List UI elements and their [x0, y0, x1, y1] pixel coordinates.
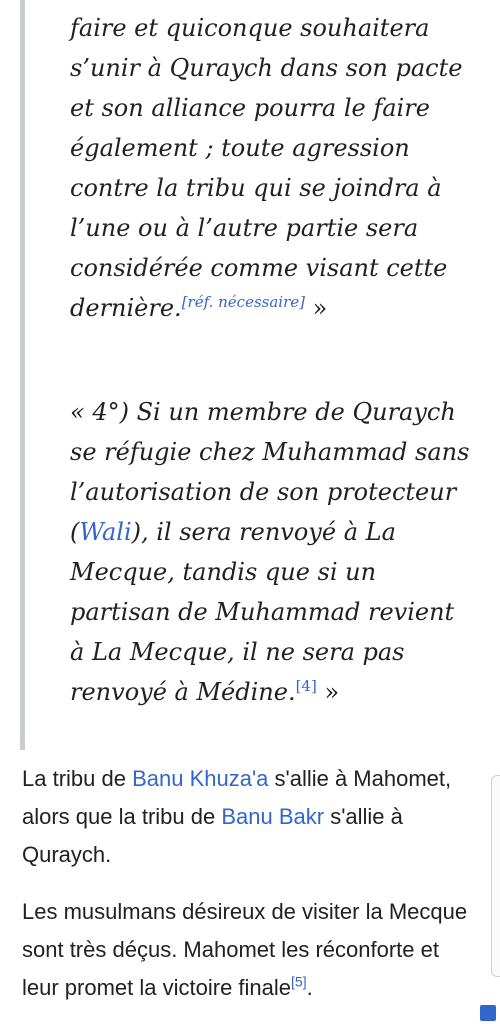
para-line: sont très déçus. Mahomet les réconforte et: [22, 937, 439, 962]
banu-khuzaa-link[interactable]: Banu Khuza'a: [132, 766, 269, 791]
quote-line: « 4°) Si un membre de Quraych: [70, 398, 456, 426]
quote-line-text: renvoyé à Médine.: [70, 678, 296, 706]
blockquote-treaty-clause: [70, 8, 470, 328]
paren: (: [70, 518, 80, 546]
para-text: .: [306, 975, 313, 1000]
paragraph-muslims: [22, 893, 492, 1007]
quote-line: se réfugie chez Muhammad sans: [70, 438, 470, 466]
reference-5-link[interactable]: [5]: [291, 973, 307, 990]
para-line: [22, 760, 492, 798]
quote-line: l’autorisation de son protecteur: [70, 478, 457, 506]
blockquote-clause-4: [70, 392, 470, 712]
para-text: La tribu de: [22, 766, 133, 791]
reference-4-link[interactable]: [4]: [295, 677, 317, 695]
quote-line: [70, 512, 470, 552]
quote-line: faire et quiconque souhaitera: [70, 14, 430, 42]
quote-line-text: dernière.: [70, 294, 182, 322]
para-line: Quraych.: [22, 842, 112, 867]
quote-line: [70, 248, 470, 288]
quote-line: partisan de Muhammad revient: [70, 598, 455, 626]
quote-line-text: ), il sera renvoyé à La: [131, 518, 396, 546]
para-line: [22, 969, 492, 1007]
edit-icon[interactable]: [480, 1005, 496, 1021]
banu-bakr-link[interactable]: Banu Bakr: [221, 804, 325, 829]
closing-quote: »: [324, 678, 340, 706]
quote-line: contre la tribu qui se joindra à: [70, 174, 442, 202]
para-text: s'allie à Mahomet,: [268, 766, 452, 791]
quote-line-last: [70, 288, 470, 328]
scrollbar-handle[interactable]: [491, 775, 500, 977]
para-text: leur promet la victoire finale: [22, 975, 292, 1000]
para-line: Les musulmans désireux de visiter la Mecque: [22, 899, 468, 924]
quote-line-last: [70, 672, 470, 712]
citation-needed-link[interactable]: [réf. nécessaire]: [181, 293, 305, 311]
para-text: alors que la tribu de: [22, 804, 222, 829]
quote-line: à La Mecque, il ne sera pas: [70, 638, 405, 666]
para-line: [22, 798, 492, 836]
quote-line: également ; toute agression: [70, 134, 410, 162]
paragraph-alliances: [22, 760, 492, 874]
quote-line-text: considérée comme visant cette: [70, 254, 448, 282]
wali-link[interactable]: Wali: [79, 518, 132, 546]
para-text: s'allie à: [324, 804, 403, 829]
closing-quote: »: [312, 294, 328, 322]
quote-line: s’unir à Quraych dans son pacte: [70, 54, 463, 82]
quote-line: l’une ou à l’autre partie sera: [70, 214, 419, 242]
quote-line: et son alliance pourra le faire: [70, 94, 430, 122]
quote-line: Mecque, tandis que si un: [70, 558, 377, 586]
